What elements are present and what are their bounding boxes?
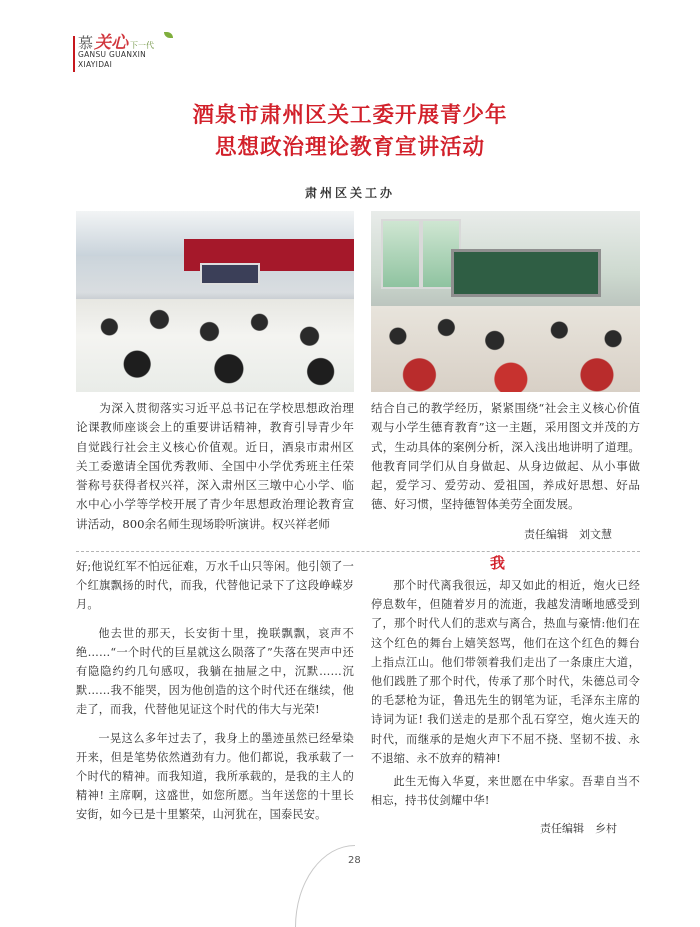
article2-paragraph: 好;他说红军不怕远征难，万水千山只等闲。他引领了一个红旗飘扬的时代，而我，代替他记录下了这段峥嵘岁月。 xyxy=(76,560,354,612)
logo-char-small: 下一代 xyxy=(130,41,155,50)
article-title-line2: 思想政治理论教育宣讲活动 xyxy=(214,135,485,160)
article1-paragraph-right: 结合自己的教学经历，紧紧围绕“社会主义核心价值观与小学生德育教育”这一主题，采用图文并茂的方式，生动具体的案例分析，深入浅出地讲明了道理。他教育同学们从自身做起、从身边做起、从小事做起，爱学习、爱劳动、爱祖国，养成好思想、好品德、好习惯，坚持德智体美劳全面发展。 xyxy=(371,401,640,512)
article2-paragraph: 他去世的那天，长安街十里，挽联飘飘，哀声不绝……“一个时代的巨星就这么陨落了”失落在哭声中还有隐隐约约几句感叹，我躺在抽屉之中，沉默……沉默……我不能哭，因为他创造的这个时代还在继续，他走了，而我，代替他见证这个时代的伟大与光荣! xyxy=(76,626,354,717)
article2-right-column xyxy=(371,576,640,814)
article-title-line1: 酒泉市肃州区关工委开展青少年 xyxy=(192,103,508,128)
page-number: 28 xyxy=(348,855,361,866)
footer-decoration xyxy=(295,845,355,927)
magazine-logo xyxy=(78,28,178,72)
article1-editor-credit: 责任编辑 刘文慧 xyxy=(524,528,612,541)
leaf-icon xyxy=(164,32,173,38)
photo-window xyxy=(381,219,421,289)
article-author: 肃州区关工办 xyxy=(304,186,395,200)
photo-projection-screen xyxy=(200,263,260,285)
section-divider xyxy=(76,551,640,552)
header-accent-bar xyxy=(73,36,75,72)
photo-blackboard xyxy=(451,249,601,297)
article2-left-column xyxy=(76,557,354,834)
logo-char-red: 关心 xyxy=(94,33,129,53)
logo-en-line2: XIAYIDAI xyxy=(78,60,113,69)
article2-paragraph: 那个时代离我很远，却又如此的相近，炮火已经停息数年，但随着岁月的流逝，我越发清晰地感受到了，那个时代人们的悲欢与离合，热血与豪情:他们在这个红色的舞台上嬉笑怒骂，他们在这个红色的舞台上指点江山。他们带领着我们走出了一条康庄大道，他们践胜了那个时代，传承了那个时代，朱德总司令的毛瑟枪为证，鲁迅先生的钢笔为证，毛泽东主席的诗词为证! 我们送走的是那个乱石穿空，炮火连天的时代，而继承的是炮火声下不屈不挠、坚韧不拔、永不退缩、永不放弃的精神! xyxy=(371,579,640,765)
article2-heading: 我 xyxy=(490,554,506,572)
classroom-discussion-photo xyxy=(371,211,640,392)
logo-en-line1: GANSU GUANXIN xyxy=(78,50,147,59)
logo-char: 慕 xyxy=(78,34,94,52)
photo-students xyxy=(371,306,640,392)
article2-editor-credit: 责任编辑 乡村 xyxy=(540,822,617,835)
article2-paragraph: 此生无悔入华夏，来世愿在中华家。吾辈自当不相忘，持书仗剑耀中华! xyxy=(371,775,640,808)
article2-paragraph: 一晃这么多年过去了，我身上的墨迹虽然已经晕染开来，但是笔势依然遒劲有力。他们都说，我承载了一个时代的精神。而我知道，我所承载的，是我的主人的精神! 主席啊，这盛世，如您所愿。当年送您的十里长安街，如今已是十里繁荣，山河犹在，国泰民安。 xyxy=(76,731,354,822)
logo-subtitle xyxy=(78,50,146,70)
article1-paragraph-left: 为深入贯彻落实习近平总书记在学校思想政治理论课教师座谈会上的重要讲话精神，教育引导青少年自觉践行社会主义核心价值观。近日，酒泉市肃州区关工委邀请全国优秀教师、全国中小学优秀班主任荣誉称号获得者权兴祥，深入肃州区三墩中心小学、临水中心小学等学校开展了青少年思想政治理论教育宣讲活动，800余名师生现场聆听演讲。权兴祥老师 xyxy=(76,401,354,531)
photo-audience xyxy=(76,299,354,392)
classroom-lecture-photo xyxy=(76,211,354,392)
